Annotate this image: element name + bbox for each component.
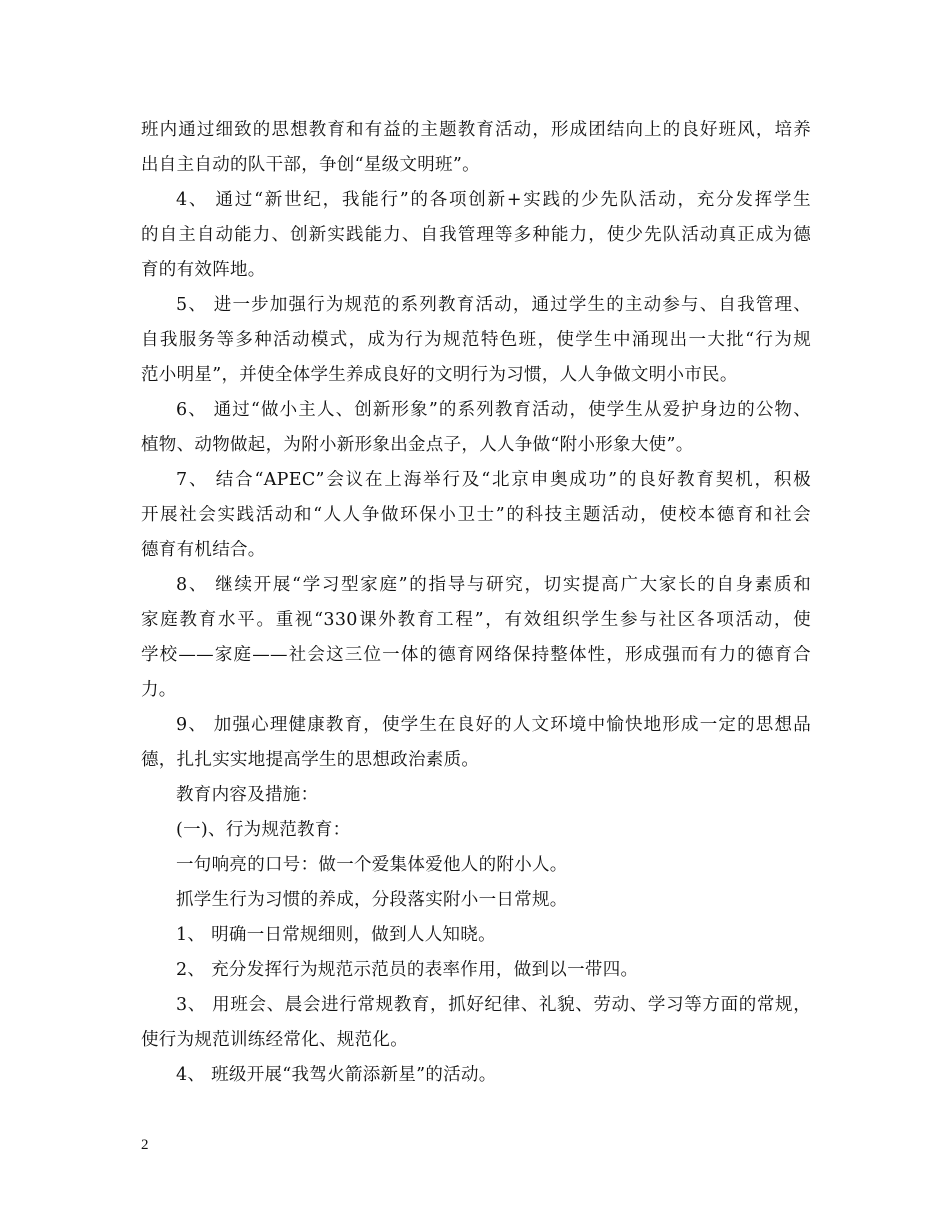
- text-line: 一句响亮的口号：做一个爱集体爱他人的附小人。: [176, 855, 568, 875]
- text-line: 班内通过细致的思想教育和有益的主题教育活动，形成团结向上的良好班风，培养: [141, 120, 811, 140]
- text-line: 的自主自动能力、创新实践能力、自我管理等多种能力，使少先队活动真正成为德: [141, 225, 811, 245]
- text-line: 自我服务等多种活动模式，成为行为规范特色班，使学生中涌现出一大批“行为规: [141, 330, 811, 350]
- list-item: 1、 明确一日常规细则，做到人人知晓。: [176, 925, 496, 945]
- list-item: 2、 充分发挥行为规范示范员的表率作用，做到以一带四。: [176, 960, 639, 980]
- text-line: 开展社会实践活动和“人人争做环保小卫士”的科技主题活动，使校本德育和社会: [141, 505, 811, 525]
- text-line: 出自主自动的队干部，争创“星级文明班”。: [141, 155, 480, 175]
- text-line: 范小明星”，并使全体学生养成良好的文明行为习惯，人人争做文明小市民。: [141, 365, 738, 385]
- text-line: 使行为规范训练经常化、规范化。: [141, 1030, 408, 1050]
- section-heading: 教育内容及措施：: [176, 785, 319, 805]
- list-item: 3、 用班会、晨会进行常规教育，抓好纪律、礼貌、劳动、学习等方面的常规，: [176, 995, 811, 1015]
- text-line: 植物、动物做起，为附小新形象出金点子，人人争做“附小形象大使”。: [141, 435, 694, 455]
- text-line: 家庭教育水平。重视“330课外教育工程”，有效组织学生参与社区各项活动，使: [141, 610, 811, 630]
- text-line: 力。: [141, 680, 177, 700]
- page-number: 2: [141, 1137, 149, 1153]
- text-line: 6、 通过“做小主人、创新形象”的系列教育活动，使学生从爱护身边的公物、: [176, 400, 811, 420]
- text-line: 4、 通过“新世纪，我能行”的各项创新+实践的少先队活动，充分发挥学生: [176, 190, 811, 210]
- text-line: 9、 加强心理健康教育，使学生在良好的人文环境中愉快地形成一定的思想品: [176, 715, 811, 735]
- text-line: 德育有机结合。: [141, 540, 266, 560]
- list-item: 4、 班级开展“我驾火箭添新星”的活动。: [176, 1065, 497, 1085]
- text-line: 德，扎扎实实地提高学生的思想政治素质。: [141, 750, 480, 770]
- subsection-heading: (一)、行为规范教育：: [176, 820, 351, 840]
- text-line: 7、 结合“APEC”会议在上海举行及“北京申奥成功”的良好教育契机，积极: [176, 470, 811, 490]
- text-line: 学校——家庭——社会这三位一体的德育网络保持整体性，形成强而有力的德育合: [141, 645, 811, 665]
- text-line: 8、 继续开展“学习型家庭”的指导与研究，切实提高广大家长的自身素质和: [176, 575, 811, 595]
- text-line: 抓学生行为习惯的养成，分段落实附小一日常规。: [176, 890, 568, 910]
- text-line: 育的有效阵地。: [141, 260, 266, 280]
- text-line: 5、 进一步加强行为规范的系列教育活动，通过学生的主动参与、自我管理、: [176, 295, 811, 315]
